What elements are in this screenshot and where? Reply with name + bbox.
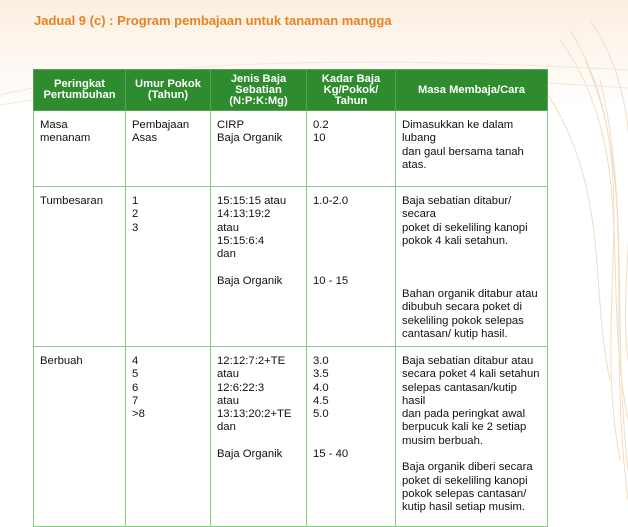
cell-method: Dimasukkan ke dalam lubang dan gaul bersama tanah atas. — [396, 111, 548, 187]
header-tree-age: Umur Pokok (Tahun) — [126, 70, 211, 111]
cell-rate: 3.0 3.5 4.0 4.5 5.0 15 - 40 — [307, 347, 396, 527]
header-method: Masa Membaja/Cara — [396, 70, 548, 111]
cell-method: Baja sebatian ditabur/ secara poket di sekeliling kanopi pokok 4 kali setahun. Bahan organik ditabur atau dibubuh secara poket di sekeliling pokok selepas cantasan/ kutip hasil. — [396, 187, 548, 347]
table-row-growth — [34, 187, 548, 347]
table-title: Jadual 9 (c) : Program pembajaan untuk tanaman mangga — [34, 13, 392, 28]
cell-stage: Berbuah — [34, 347, 126, 527]
cell-age: 1 2 3 — [126, 187, 211, 347]
cell-type: 12:12:7:2+TE atau 12:6:22:3 atau 13:13:20:2+TE dan Baja Organik — [211, 347, 307, 527]
header-fertilizer-type: Jenis Baja Sebatian (N:P:K:Mg) — [211, 70, 307, 111]
cell-stage: Masa menanam — [34, 111, 126, 187]
cell-type: CIRP Baja Organik — [211, 111, 307, 187]
table-row-fruiting — [34, 347, 548, 527]
cell-rate: 0.2 10 — [307, 111, 396, 187]
cell-age: 4 5 6 7 >8 — [126, 347, 211, 527]
fertilizer-program-table — [33, 69, 548, 527]
cell-age: Pembajaan Asas — [126, 111, 211, 187]
cell-stage: Tumbesaran — [34, 187, 126, 347]
header-growth-stage: Peringkat Pertumbuhan — [34, 70, 126, 111]
cell-rate: 1.0-2.0 10 - 15 — [307, 187, 396, 347]
cell-method: Baja sebatian ditabur atau secara poket 4 kali setahun selepas cantasan/kutip hasil dan pada peringkat awal berpucuk kali ke 2 setiap musim berbuah. Baja organik diberi secara poket di sekeliling kanopi pokok selepas cantasan/ kutip hasil setiap musim. — [396, 347, 548, 527]
table-row-planting — [34, 111, 548, 187]
header-fertilizer-rate: Kadar Baja Kg/Pokok/ Tahun — [307, 70, 396, 111]
table-header-row — [34, 70, 548, 111]
cell-type: 15:15:15 atau 14:13:19:2 atau 15:15:6:4 dan Baja Organik — [211, 187, 307, 347]
